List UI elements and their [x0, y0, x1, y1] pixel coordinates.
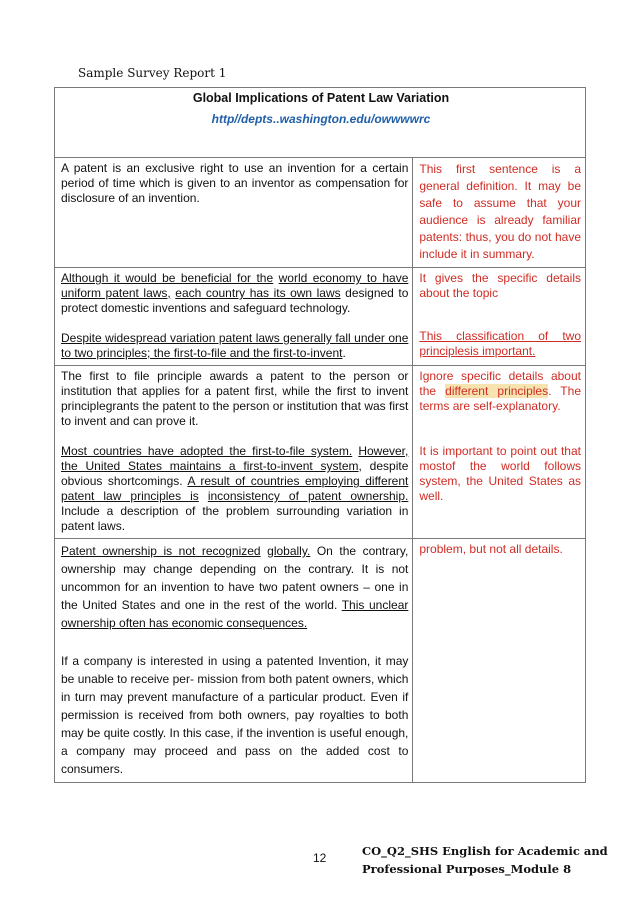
text-span: , despite obvious shortcomings.: [61, 459, 409, 488]
table-title-row: [55, 88, 586, 158]
page-number: 12: [313, 851, 327, 865]
source-text-cell: [55, 539, 413, 783]
text-span: Include a description of the problem surrounding variation in patent laws.: [61, 504, 409, 533]
paragraph-gap: [419, 301, 581, 329]
underlined-text: This unclear ownership often has economic consequences.: [61, 598, 409, 630]
source-paragraph: [61, 542, 408, 632]
text-span: Ignore specific details about the: [419, 369, 581, 398]
underlined-text: world economy to have uniform patent laws,: [61, 271, 409, 300]
table-row: [55, 268, 586, 366]
underlined-text: Although it would be beneficial for the: [61, 271, 274, 285]
paragraph-gap: [61, 316, 408, 331]
highlighted-text: different principles: [445, 384, 549, 398]
comment-cell: [413, 268, 586, 366]
comment-text: It is important to point out that mostof the world follows system, the United States as well.: [419, 444, 581, 503]
source-url: http//depts..washington.edu/owwwwrc: [211, 112, 431, 126]
source-paragraph: [61, 331, 408, 361]
module-footer: [362, 842, 608, 878]
survey-table: [54, 87, 586, 783]
comment-text: problem, but not all details.: [419, 542, 563, 556]
running-header: Sample Survey Report 1: [78, 66, 227, 80]
underlined-text: However, the United States maintains a first-to-invent system: [61, 444, 409, 473]
source-paragraph: [61, 271, 408, 316]
comment-text: This first sentence is a general definition. It may be safe to assume that your audience is already familiar patents: thus, you do not have include it in summary.: [419, 162, 581, 261]
source-paragraph: [61, 444, 408, 534]
text-span: designed to protect domestic inventions and safeguard technology.: [61, 286, 409, 315]
source-text-cell: [55, 366, 413, 539]
text-span: . The terms are self-explanatory.: [419, 384, 581, 413]
underlined-text: Most countries have adopted the first-to-file system.: [61, 444, 353, 458]
paragraph-gap: [61, 632, 408, 652]
source-paragraph: A patent is an exclusive right to use an invention for a certain period of time which is given to an inventor as compensation for disclosure of an invention.: [61, 161, 409, 205]
underlined-text: A result of countries employing different patent law principles is: [61, 474, 409, 503]
table-row: [55, 366, 586, 539]
text-span: On the contrary, ownership may change depending on the contrary. It is not uncommon for an invention to have two patent owners – one in the United States and one in the rest of the world.: [61, 544, 409, 612]
table-title: Global Implications of Patent Law Variation: [192, 91, 450, 105]
comment-cell: [413, 539, 586, 783]
source-paragraph: If a company is interested in using a patented Invention, it may be unable to receive per- mission from both patent owners, which in turn may prevent manufacture of a particular product. Even if permission is received from both owners, pay royalties to both may be quite costly. In this case, if the invention is useful enough, a company may proceed and pass on the added cost to consumers.: [61, 654, 409, 776]
text-span: .: [342, 346, 346, 360]
source-paragraph: The first to file principle awards a patent to the person or institution that applies for a patent first, while the first to invent principlegrants the patent to the person or institution that was first to invent and can prove it.: [61, 369, 409, 428]
underlined-text: each country has its own laws: [175, 286, 341, 300]
footer-line: CO_Q2_SHS English for Academic and: [362, 844, 608, 858]
underlined-text: globally.: [267, 544, 311, 558]
underlined-text: Despite widespread variation patent laws generally fall under one to two principles; the first-to-file and the first-to-invent: [61, 331, 409, 360]
source-text-cell: [55, 158, 413, 268]
comment-text: [419, 369, 581, 414]
comment-text: It gives the specific details about the topic: [419, 271, 581, 300]
comment-text: This classification of two principlesis important.: [419, 329, 581, 358]
table-row: [55, 539, 586, 783]
text-span: [199, 489, 208, 503]
comment-cell: [413, 366, 586, 539]
underlined-text: Patent ownership is not recognized: [61, 544, 261, 558]
source-text-cell: [55, 268, 413, 366]
table-row: [55, 158, 586, 268]
table-title-cell: [55, 88, 586, 158]
comment-cell: [413, 158, 586, 268]
footer-line: Professional Purposes_Module 8: [362, 862, 572, 876]
paragraph-gap: [419, 414, 581, 444]
underlined-text: inconsistency of patent ownership.: [207, 489, 409, 503]
paragraph-gap: [61, 429, 408, 444]
